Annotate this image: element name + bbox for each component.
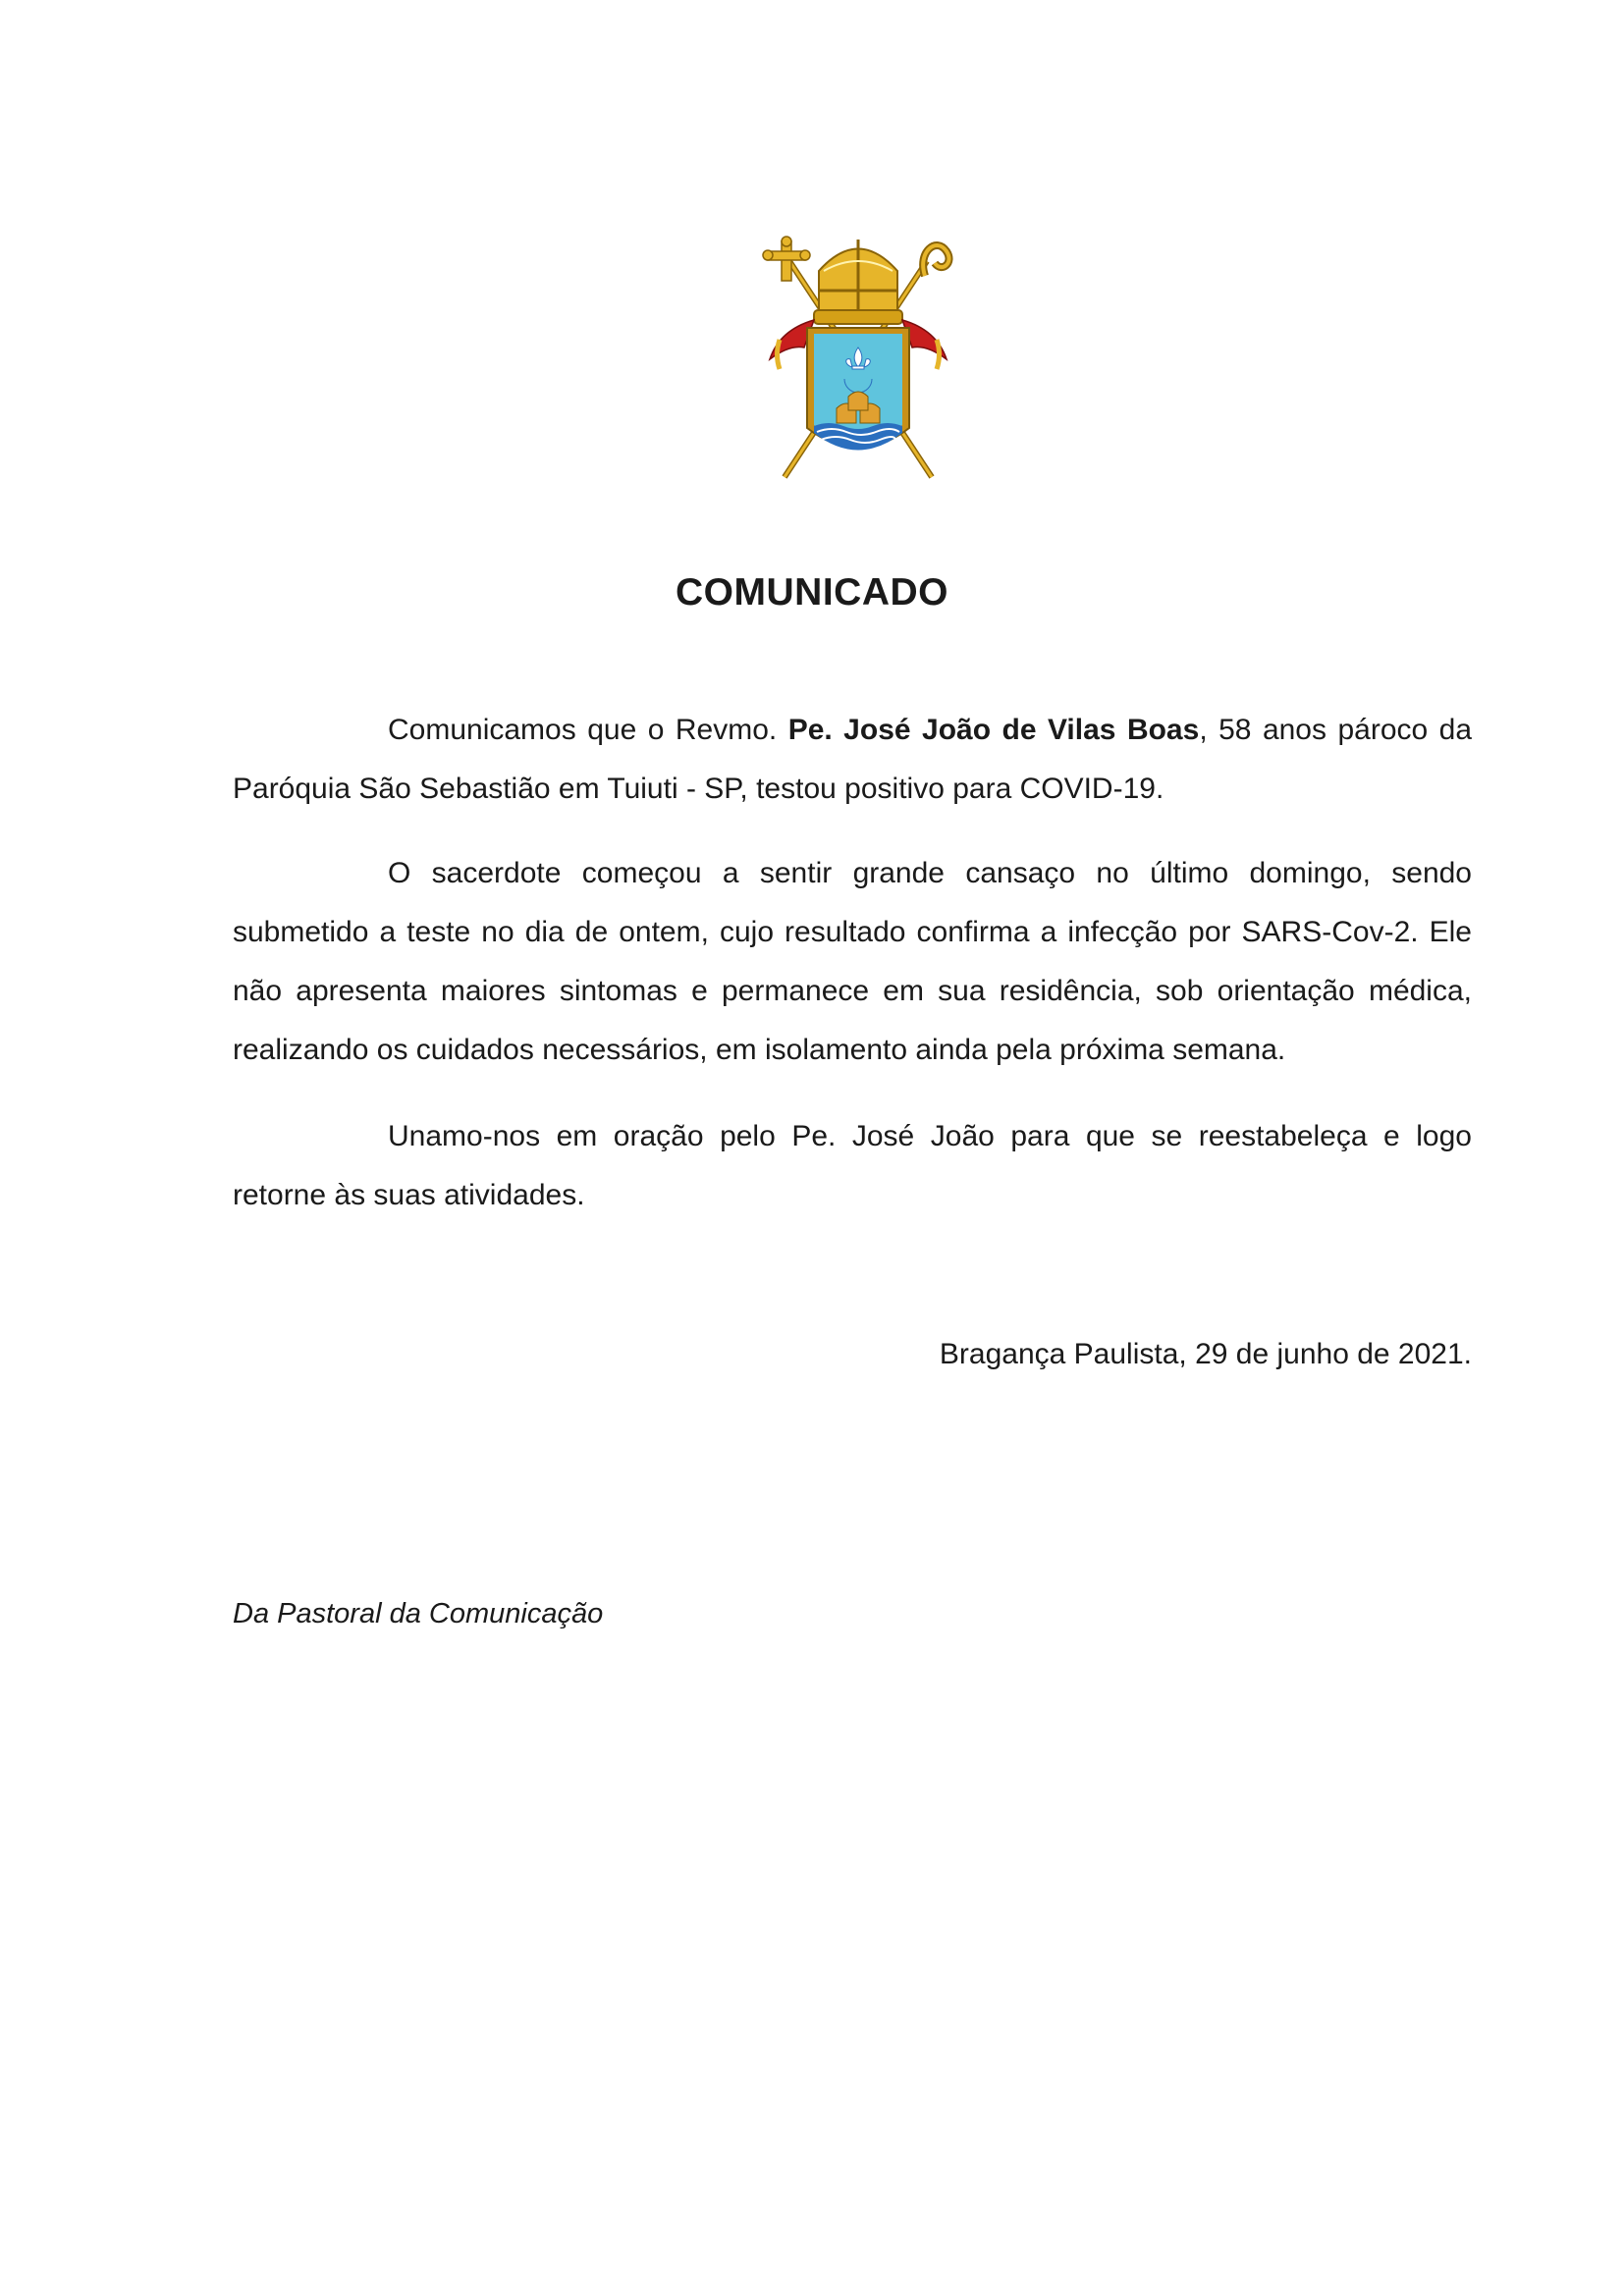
paragraph-1-rest: , 58 anos pároco da Paróquia São Sebastião em Tuiuti - SP, testou positivo para COVID-19. (233, 714, 1473, 805)
paragraph-1 (233, 701, 1472, 819)
diocese-coat-of-arms-icon (760, 232, 956, 482)
page-title: COMUNICADO (676, 571, 948, 614)
paragraph-2-text: O sacerdote começou a sentir grande cansaço no último domingo, sendo submetido a teste no dia de ontem, cujo resultado confirma a infecção por SARS-Cov-2. Ele não apresenta maiores sintomas e permanece em sua residência, sob orientação médica, realizando os cuidados necessários, em isolamento ainda pela próxima semana. (233, 857, 1472, 1066)
paragraph-3-text: Unamo-nos em oração pelo Pe. José João para que se reestabeleça e logo retorne às suas atividades. (233, 1120, 1472, 1211)
footer-signature: Da Pastoral da Comunicação (233, 1598, 604, 1629)
paragraph-1-intro: Comunicamos que o Revmo. (388, 714, 788, 746)
paragraph-2 (233, 844, 1472, 1080)
priest-name: Pe. José João de Vilas Boas (787, 714, 1200, 746)
place-and-date: Bragança Paulista, 29 de junho de 2021. (939, 1338, 1472, 1370)
paragraph-3 (233, 1107, 1472, 1225)
